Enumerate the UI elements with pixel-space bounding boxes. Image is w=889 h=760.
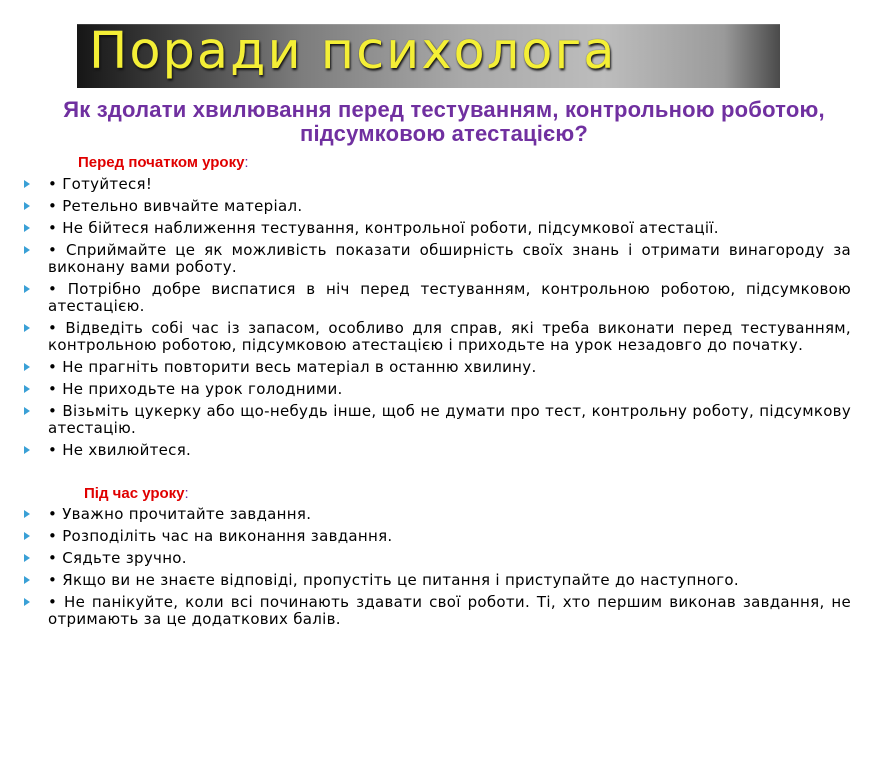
- list-item-text: • Якщо ви не знаєте відповіді, пропустіть це питання і приступайте до наступного.: [48, 571, 739, 589]
- list-item-text: • Не панікуйте, коли всі починають здавати свої роботи. Ті, хто першим виконав завдання, не отримають за це додаткових балів.: [48, 593, 851, 628]
- bullet-arrow-icon: [24, 385, 30, 393]
- bullet-arrow-icon: [24, 532, 30, 540]
- list-item: [0, 281, 889, 315]
- bullet-arrow-icon: [24, 554, 30, 562]
- list-item: [0, 550, 889, 567]
- bullet-arrow-icon: [24, 324, 30, 332]
- bullet-arrow-icon: [24, 407, 30, 415]
- bullet-arrow-icon: [24, 510, 30, 518]
- section-heading-during-lesson: [84, 485, 189, 503]
- list-item: [0, 242, 889, 276]
- bullet-arrow-icon: [24, 576, 30, 584]
- list-item: [0, 176, 889, 193]
- list-item-text: • Потрібно добре виспатися в ніч перед тестуванням, контрольною роботою, підсумковою атестацією.: [48, 280, 851, 315]
- list-item-text: • Відведіть собі час із запасом, особливо для справ, які треба виконати перед тестуванням, контрольною роботою, підсумковою атестацією і приходьте на урок незадовго до початку.: [48, 319, 851, 354]
- list-item: [0, 403, 889, 437]
- bullet-arrow-icon: [24, 246, 30, 254]
- list-item-text: • Візьміть цукерку або що-небудь інше, щоб не думати про тест, контрольну роботу, підсумкову атестацію.: [48, 402, 851, 437]
- section-heading-colon: :: [184, 485, 189, 502]
- bullet-arrow-icon: [24, 446, 30, 454]
- bullet-arrow-icon: [24, 202, 30, 210]
- list-item-text: • Не бійтеся наближення тестування, контрольної роботи, підсумкової атестації.: [48, 219, 719, 237]
- list-item: [0, 320, 889, 354]
- bullet-arrow-icon: [24, 363, 30, 371]
- list-item-text: • Не приходьте на урок голодними.: [48, 380, 343, 398]
- section-heading-before-lesson: [78, 154, 249, 172]
- list-item: [0, 359, 889, 376]
- list-item: [0, 594, 889, 628]
- list-item-text: • Не хвилюйтеся.: [48, 441, 192, 459]
- section-heading-text: Під час уроку: [84, 485, 185, 502]
- bullet-list-before-lesson: [0, 176, 889, 464]
- bullet-arrow-icon: [24, 598, 30, 606]
- list-item-text: • Сприймайте це як можливість показати обширність своїх знань і отримати винагороду за виконану вами роботу.: [48, 241, 851, 276]
- bullet-list-during-lesson: [0, 506, 889, 633]
- section-heading-text: Перед початком уроку: [78, 154, 245, 171]
- list-item: [0, 381, 889, 398]
- list-item: [0, 220, 889, 237]
- list-item-text: • Не прагніть повторити весь матеріал в останню хвилину.: [48, 358, 537, 376]
- bullet-arrow-icon: [24, 224, 30, 232]
- list-item: [0, 528, 889, 545]
- list-item: [0, 506, 889, 523]
- list-item-text: • Готуйтеся!: [48, 175, 153, 193]
- page-title: Поради психолога: [89, 22, 617, 81]
- list-item-text: • Уважно прочитайте завдання.: [48, 505, 312, 523]
- list-item-text: • Ретельно вивчайте матеріал.: [48, 197, 303, 215]
- headline: Як здолати хвилювання перед тестуванням, контрольною роботою, підсумковою атестацією?: [63, 97, 825, 146]
- title-banner: [77, 24, 780, 88]
- bullet-arrow-icon: [24, 180, 30, 188]
- list-item-text: • Розподіліть час на виконання завдання.: [48, 527, 393, 545]
- list-item: [0, 198, 889, 215]
- bullet-arrow-icon: [24, 285, 30, 293]
- list-item: [0, 572, 889, 589]
- list-item: [0, 442, 889, 459]
- list-item-text: • Сядьте зручно.: [48, 549, 187, 567]
- section-heading-colon: :: [244, 154, 249, 171]
